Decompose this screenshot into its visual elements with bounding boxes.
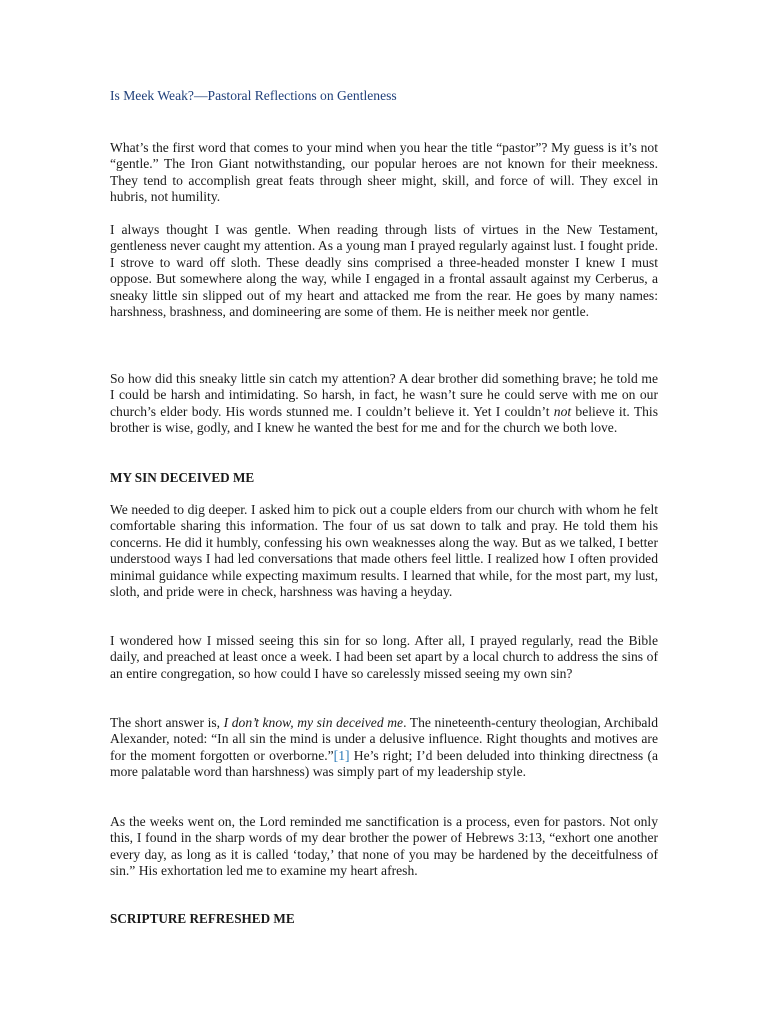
paragraph-gentle: I always thought I was gentle. When reading through lists of virtues in the New Testament, gentleness never caught my attention. As a young man I prayed regularly against lust. I fought pride. I strove to ward off sloth. These deadly sins comprised a three-headed monster I knew I must oppose. But somewhere along the way, while I engaged in a frontal assault against my Cerberus, a sneaky little sin slipped out of my heart and attacked me from the rear. He goes by many names: harshness, brashness, and domineering are some of them. He is neither meek nor gentle. xyxy=(110,222,658,320)
paragraph-text: So how did this sneaky little sin catch my attention? A dear brother did something brave; he told me I could be harsh and intimidating. So harsh, in fact, he wasn’t sure he could serve with me on our church’s elder body. His words stunned me. I couldn’t believe it. Yet I couldn’t xyxy=(110,371,658,419)
paragraph-wondered: I wondered how I missed seeing this sin for so long. After all, I prayed regularly, read the Bible daily, and preached at least once a week. I had been set apart by a local church to address the sins of an entire congregation, so how could I have so carelessly missed seeing my own sin? xyxy=(110,633,658,681)
paragraph-text: . The nineteenth-century theologian, Archibald Alexander, noted: “In all sin the mind is under a delusive influence. Right thoughts and motives are for the moment forgotten or overborne.” xyxy=(110,715,658,763)
emphasis-text: I don’t know, my sin deceived me xyxy=(223,715,404,730)
paragraph-short-answer xyxy=(110,715,658,781)
paragraph-intro: What’s the first word that comes to your mind when you hear the title “pastor”? My guess is it’s not “gentle.” The Iron Giant notwithstanding, our popular heroes are not known for their meekness. They tend to accomplish great feats through sheer might, skill, and force of will. They excel in hubris, not humility. xyxy=(110,140,658,205)
document-title: Is Meek Weak?—Pastoral Reflections on Gentleness xyxy=(110,88,397,103)
paragraph-weeks-went-on: As the weeks went on, the Lord reminded me sanctification is a process, even for pastors. Not only this, I found in the sharp words of my dear brother the power of Hebrews 3:13, “exhort one another every day, as long as it is called ‘today,’ that none of you may be hardened by the deceitfulness of sin.” His exhortation led me to examine my heart afresh. xyxy=(110,814,658,879)
emphasis-text: not xyxy=(553,403,572,419)
paragraph-sneaky-sin xyxy=(110,371,658,437)
section-heading-scripture-refreshed: SCRIPTURE REFRESHED ME xyxy=(110,911,295,926)
paragraph-dig-deeper: We needed to dig deeper. I asked him to pick out a couple elders from our church with whom he felt comfortable sharing this information. The four of us sat down to talk and pray. He told them his concerns. He did it humbly, confessing his own weaknesses along the way. But as we talked, I better understood ways I had led conversations that made others feel little. I realized how I often provided minimal guidance while expecting maximum results. I learned that while, for the most part, my lust, sloth, and pride were in check, harshness was having a heyday. xyxy=(110,502,658,600)
paragraph-text: He’s right; I’d been deluded into thinking directness (a more palatable word than harshness) was simply part of my leadership style. xyxy=(110,747,658,780)
footnote-link[interactable]: [1] xyxy=(333,747,350,763)
paragraph-text: The short answer is, xyxy=(110,715,224,730)
section-heading-sin-deceived: MY SIN DECEIVED ME xyxy=(110,470,255,485)
paragraph-text: believe it. This brother is wise, godly, and I knew he wanted the best for me and for the church we both love. xyxy=(110,403,658,436)
